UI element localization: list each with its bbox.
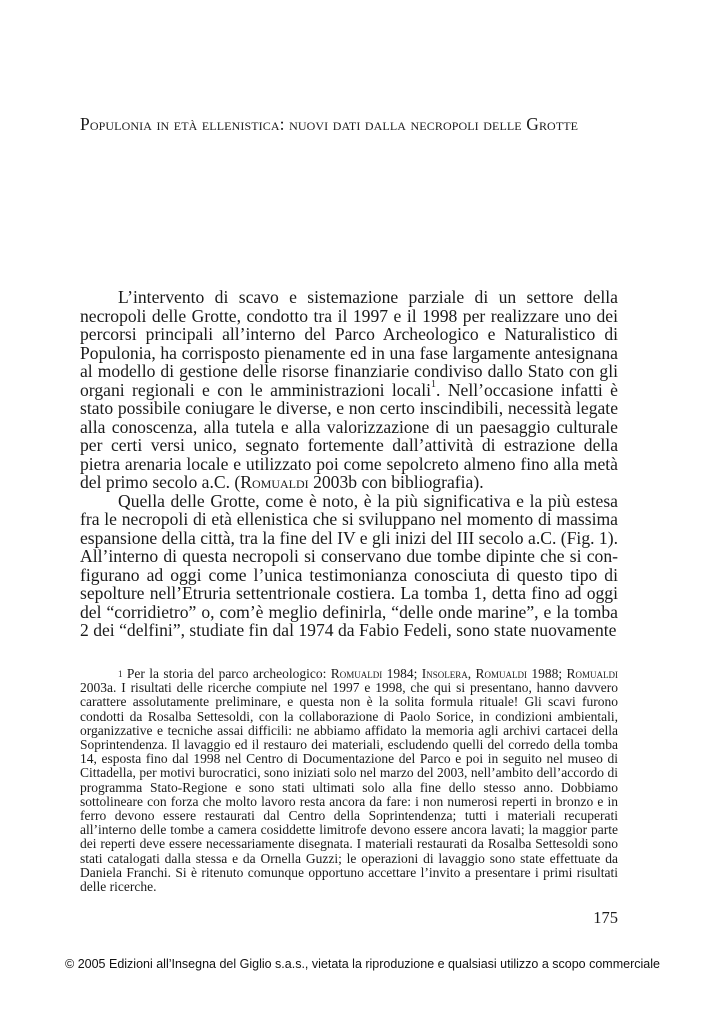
paragraph-2: Quella delle Grotte, come è noto, è la più significativa e la più estesa fra le necropoli di età ellenistica che si sviluppano nel momento di massima espansione della città, tra la fine del IV e gli inizi del III secolo a.C. (Fig. 1). All’interno di questa necropoli si conservano due tombe dipinte che si configurano ad oggi come l’unica testimonianza conosciuta di questo tipo di sepolture nell’Etruria settentrionale costiera. La tomba 1, detta fino ad oggi del “corridietro” o, com’è meglio definirla, “delle onde marine”, e la tomba 2 dei “delfini”, studiate fin dal 1974 da Fabio Fedeli, sono state nuovamente	[80, 490, 618, 640]
paragraph-1-text-c: 2003b con bibliografia).	[308, 472, 484, 492]
footnote-1	[80, 667, 618, 894]
footnote-author-2: Insolera, Romualdi	[421, 666, 527, 681]
paragraph-1-text-b: . Nell’occasione infatti è stato possibile coniugare le diverse, e non certo inscindibili, necessità legate alla conoscenza, alla tutela e alla valorizzazione di un paesaggio culturale per certi versi unico, segnato fortemente dall’attività di estrazione della pietra arenaria locale e utilizzato poi come sepolcreto almeno fino alla metà del primo secolo a.C. (	[80, 379, 618, 492]
running-title: Populonia in età ellenistica: nuovi dati dalla necropoli delle Grotte	[80, 114, 579, 134]
footnote-author-3: Romualdi	[566, 666, 618, 681]
citation-author: Romualdi	[240, 472, 309, 492]
paragraph-1-text-a: L’intervento di scavo e sistemazione parziale di un settore della necropoli delle Grotte, condotto tra il 1997 e il 1998 per realizzare uno dei percorsi principali all’interno del Parco Archeologico e Naturalistico di Populonia, ha corrisposto pienamente ed in una fase largamente antesignana al modello di gestione delle risorse finanziarie condiviso dallo Stato con gli organi regionali e con le amministrazioni locali	[80, 287, 618, 400]
footnote-text-b: 1984;	[382, 666, 422, 681]
footnote-number: 1	[118, 669, 123, 679]
footnote-text-d: 2003a. I risultati delle ricerche compiute nel 1997 e 1998, che qui si presentano, hanno davvero carattere assolutamente preliminare, e questa non è la solita formula rituale! Gli scavi furono condotti da Rosalba Settesoldi, con la collaborazione di Paolo Sorice, in condizioni ambientali, organizzative e tecniche assai difficili: ne abbiamo affidato la memoria agli archivi cartacei della Soprintendenza. Il lavaggio ed il restauro dei materiali, escludendo quelli del corredo della tomba 14, esposta fino dal 1998 nel Centro di Documentazione del Parco e poi in seguito nel museo di Cittadella, per motivi burocratici, sono iniziati solo nel marzo del 2003, nell’ambito dell’accordo di programma Stato-Regione e sono stati ultimati solo alla fine dello stesso anno. Dobbiamo sottolineare con forza che molto lavoro resta ancora da fare: i non numerosi reperti in bronzo e in ferro devono essere restaurati dal Centro della Soprintendenza; tutti i materiali recuperati all’interno delle tombe a camera cosiddette limitrofe devono essere ancora lavati; la maggior parte dei reperti deve essere necessariamente disegnata. I materiali restaurati da Rosalba Settesoldi sono stati catalogati dalla stessa e da Ornella Guzzi; le operazioni di lavaggio sono state effettuate da Daniela Franchi. Si è ritenuto comunque opportuno accettare l’invito a presentare i primi risultati delle ricerche.	[80, 680, 618, 895]
footnote-text-a: Per la storia del parco archeologico:	[122, 666, 331, 681]
footnote	[80, 667, 618, 894]
footnote-text-c: 1988;	[527, 666, 567, 681]
page-number: 175	[593, 908, 618, 927]
footnote-author-1: Romualdi	[330, 666, 383, 681]
copyright-notice: © 2005 Edizioni all’Insegna del Giglio s.a.s., vietata la riproduzione e qualsiasi utilizzo a scopo commerciale	[65, 957, 660, 971]
footnote-reference[interactable]: 1	[431, 378, 436, 390]
main-text	[80, 288, 618, 640]
paragraph-1	[80, 288, 618, 492]
